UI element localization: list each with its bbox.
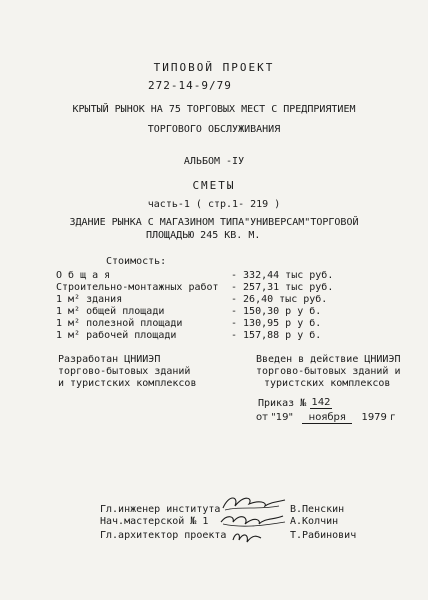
section-title: СМЕТЫ xyxy=(192,179,236,192)
costs-heading: Стоимость: xyxy=(106,256,167,267)
date-day: 19 xyxy=(275,412,289,423)
order-label: Приказ № xyxy=(258,398,307,409)
developer-line2: торгово-бытовых зданий xyxy=(58,366,191,377)
date-month: ноября xyxy=(302,412,352,424)
building-line1: ЗДАНИЕ РЫНКА С МАГАЗИНОМ ТИПА"УНИВЕРСАМ"ТОРГОВОЙ xyxy=(69,217,359,228)
signature-role: Гл.архитектор проекта xyxy=(100,530,227,541)
cost-value: - 130,95 р у б. xyxy=(231,318,322,329)
approval-line1: Введен в действие ЦНИИЭП xyxy=(256,354,401,365)
signature-name: В.Пенскин xyxy=(290,504,345,515)
approval-line2: торгово-бытовых зданий и xyxy=(256,366,401,377)
developer-line1: Разработан ЦНИИЭП xyxy=(58,354,161,365)
cost-value: - 332,44 тыс руб. xyxy=(231,270,334,281)
signature-role: Нач.мастерской № 1 xyxy=(100,516,209,527)
cost-value: - 257,31 тыс руб. xyxy=(231,282,334,293)
signature-role: Гл.инженер института xyxy=(100,504,221,515)
developer-line3: и туристских комплексов xyxy=(58,378,197,389)
approval-line3: туристских комплексов xyxy=(264,378,391,389)
building-line2: ПЛОЩАДЬЮ 245 КВ. М. xyxy=(146,230,261,241)
cost-value: - 26,40 тыс руб. xyxy=(231,294,328,305)
cost-label: 1 м² общей площади xyxy=(56,306,165,317)
cost-label: 1 м² здания xyxy=(56,294,123,305)
date-prefix: от " xyxy=(256,412,276,423)
cost-label: 1 м² рабочей площади xyxy=(56,330,177,341)
signature-name: А.Колчин xyxy=(290,516,339,527)
cost-value: - 157,88 р у б. xyxy=(231,330,322,341)
order-number: 142 xyxy=(311,397,331,408)
album-label: АЛЬБОМ -IУ xyxy=(183,156,245,167)
cost-label: 1 м² полезной площади xyxy=(56,318,183,329)
project-code: 272-14-9/79 xyxy=(148,79,232,92)
section-part: часть-1 ( стр.1- 219 ) xyxy=(147,199,281,210)
handwritten-signatures xyxy=(215,488,295,550)
signature-name: Т.Рабинович xyxy=(290,530,357,541)
cost-value: - 150,30 р у б. xyxy=(231,306,322,317)
cost-label: Строительно-монтажных работ xyxy=(56,282,219,293)
order-date xyxy=(256,412,395,424)
project-type: ТИПОВОЙ ПРОЕКТ xyxy=(153,61,275,74)
cost-label: О б щ а я xyxy=(56,270,111,281)
description-line1: КРЫТЫЙ РЫНОК НА 75 ТОРГОВЫХ МЕСТ С ПРЕДПРИЯТИЕМ xyxy=(72,104,356,115)
description-line2: ТОРГОВОГО ОБСЛУЖИВАНИЯ xyxy=(147,124,281,135)
date-year: 1979 г xyxy=(361,412,396,423)
date-mid: " xyxy=(288,412,294,423)
